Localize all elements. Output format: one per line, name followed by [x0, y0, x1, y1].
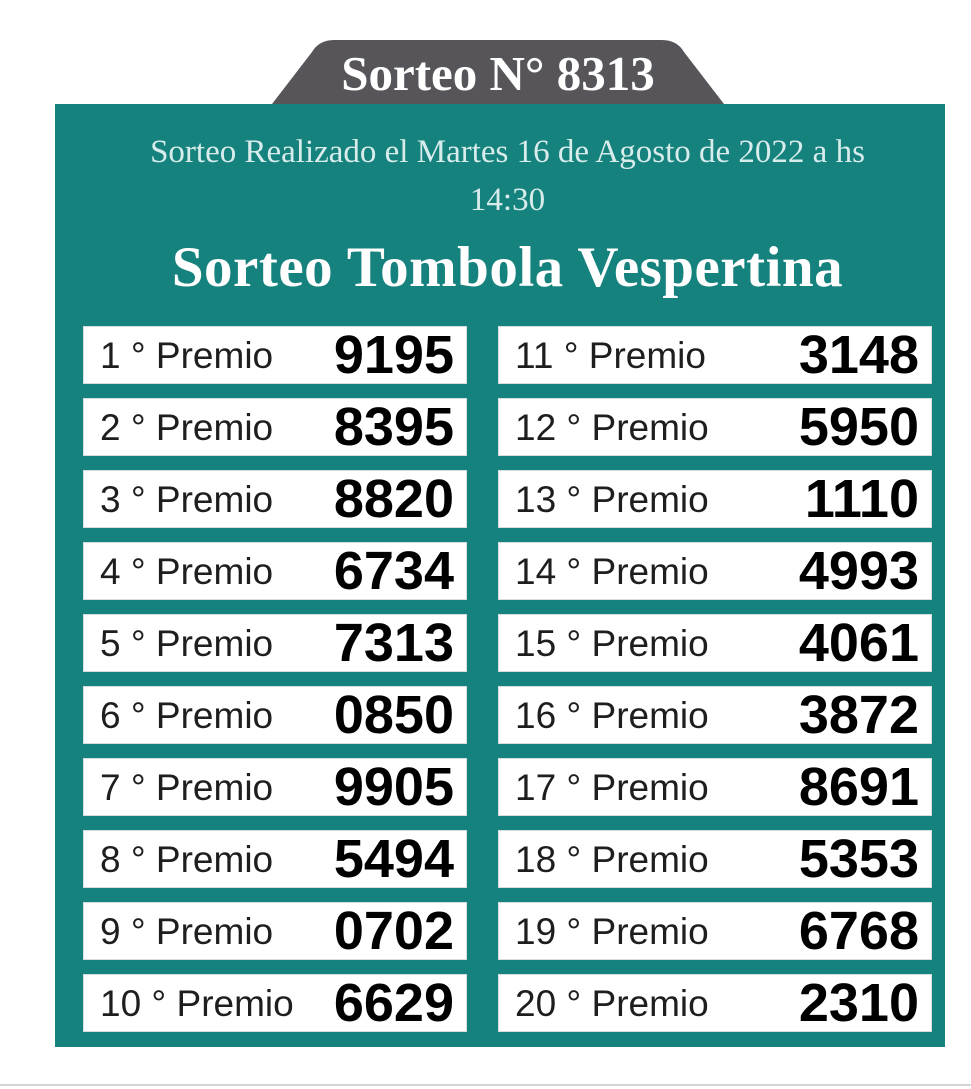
prize-row	[83, 974, 467, 1032]
prize-row	[498, 902, 932, 960]
draw-time-text: 14:30	[469, 182, 546, 218]
results-panel	[55, 104, 945, 1047]
prize-number: 8691	[798, 758, 919, 816]
draw-title: Sorteo Tombola Vespertina	[171, 236, 844, 299]
prize-number: 1110	[804, 470, 919, 528]
prize-row	[498, 758, 932, 816]
prize-row	[498, 974, 932, 1032]
draw-number-title: Sorteo N° 8313	[341, 46, 655, 101]
prize-row	[83, 902, 467, 960]
prize-number: 5494	[333, 830, 454, 888]
prize-label: 19 ° Premio	[515, 910, 709, 952]
prize-label: 2 ° Premio	[100, 406, 274, 448]
prize-number: 6768	[798, 902, 919, 960]
prize-row	[83, 542, 467, 600]
prize-number: 2310	[798, 974, 919, 1032]
bottom-divider	[0, 1084, 971, 1086]
prize-row	[498, 470, 932, 528]
prize-label: 20 ° Premio	[515, 982, 709, 1024]
prize-number: 6734	[333, 542, 454, 600]
prize-row	[83, 470, 467, 528]
prize-number: 4993	[798, 542, 919, 600]
prize-row	[498, 686, 932, 744]
prize-label: 6 ° Premio	[100, 694, 274, 736]
prize-row	[83, 758, 467, 816]
prize-row	[498, 830, 932, 888]
prize-row	[498, 542, 932, 600]
results-grid	[83, 326, 932, 1032]
prize-number: 8820	[333, 470, 454, 528]
prize-label: 17 ° Premio	[515, 766, 709, 808]
prize-label: 3 ° Premio	[100, 478, 274, 520]
prize-number: 9905	[333, 758, 454, 816]
prize-number: 4061	[798, 614, 919, 672]
prize-label: 13 ° Premio	[515, 478, 709, 520]
prize-label: 9 ° Premio	[100, 910, 274, 952]
prize-label: 14 ° Premio	[515, 550, 709, 592]
prize-label: 8 ° Premio	[100, 838, 274, 880]
prize-row	[83, 830, 467, 888]
prize-label: 7 ° Premio	[100, 766, 274, 808]
prize-label: 10 ° Premio	[100, 982, 294, 1024]
prize-number: 3872	[798, 686, 919, 744]
prize-row	[83, 686, 467, 744]
prize-label: 1 ° Premio	[100, 334, 274, 376]
prize-row	[498, 326, 932, 384]
prize-row	[498, 398, 932, 456]
prize-row	[83, 398, 467, 456]
prize-row	[83, 614, 467, 672]
prize-number: 6629	[333, 974, 454, 1032]
prize-label: 11 ° Premio	[515, 334, 706, 376]
prize-number: 5353	[798, 830, 919, 888]
prize-label: 15 ° Premio	[515, 622, 709, 664]
prize-row	[498, 614, 932, 672]
prize-label: 5 ° Premio	[100, 622, 274, 664]
draw-number-banner	[272, 40, 724, 104]
prize-row	[83, 326, 467, 384]
prize-label: 16 ° Premio	[515, 694, 709, 736]
prize-label: 12 ° Premio	[515, 406, 709, 448]
prize-number: 7313	[333, 614, 454, 672]
prize-number: 0702	[333, 902, 454, 960]
prize-number: 9195	[333, 326, 454, 384]
draw-date-text: Sorteo Realizado el Martes 16 de Agosto de 2022 a hs	[150, 134, 865, 170]
prize-number: 0850	[333, 686, 454, 744]
prize-number: 3148	[798, 326, 919, 384]
draw-date-block	[83, 128, 932, 224]
prize-label: 4 ° Premio	[100, 550, 274, 592]
prize-number: 8395	[333, 398, 454, 456]
prize-label: 18 ° Premio	[515, 838, 709, 880]
prize-number: 5950	[798, 398, 919, 456]
